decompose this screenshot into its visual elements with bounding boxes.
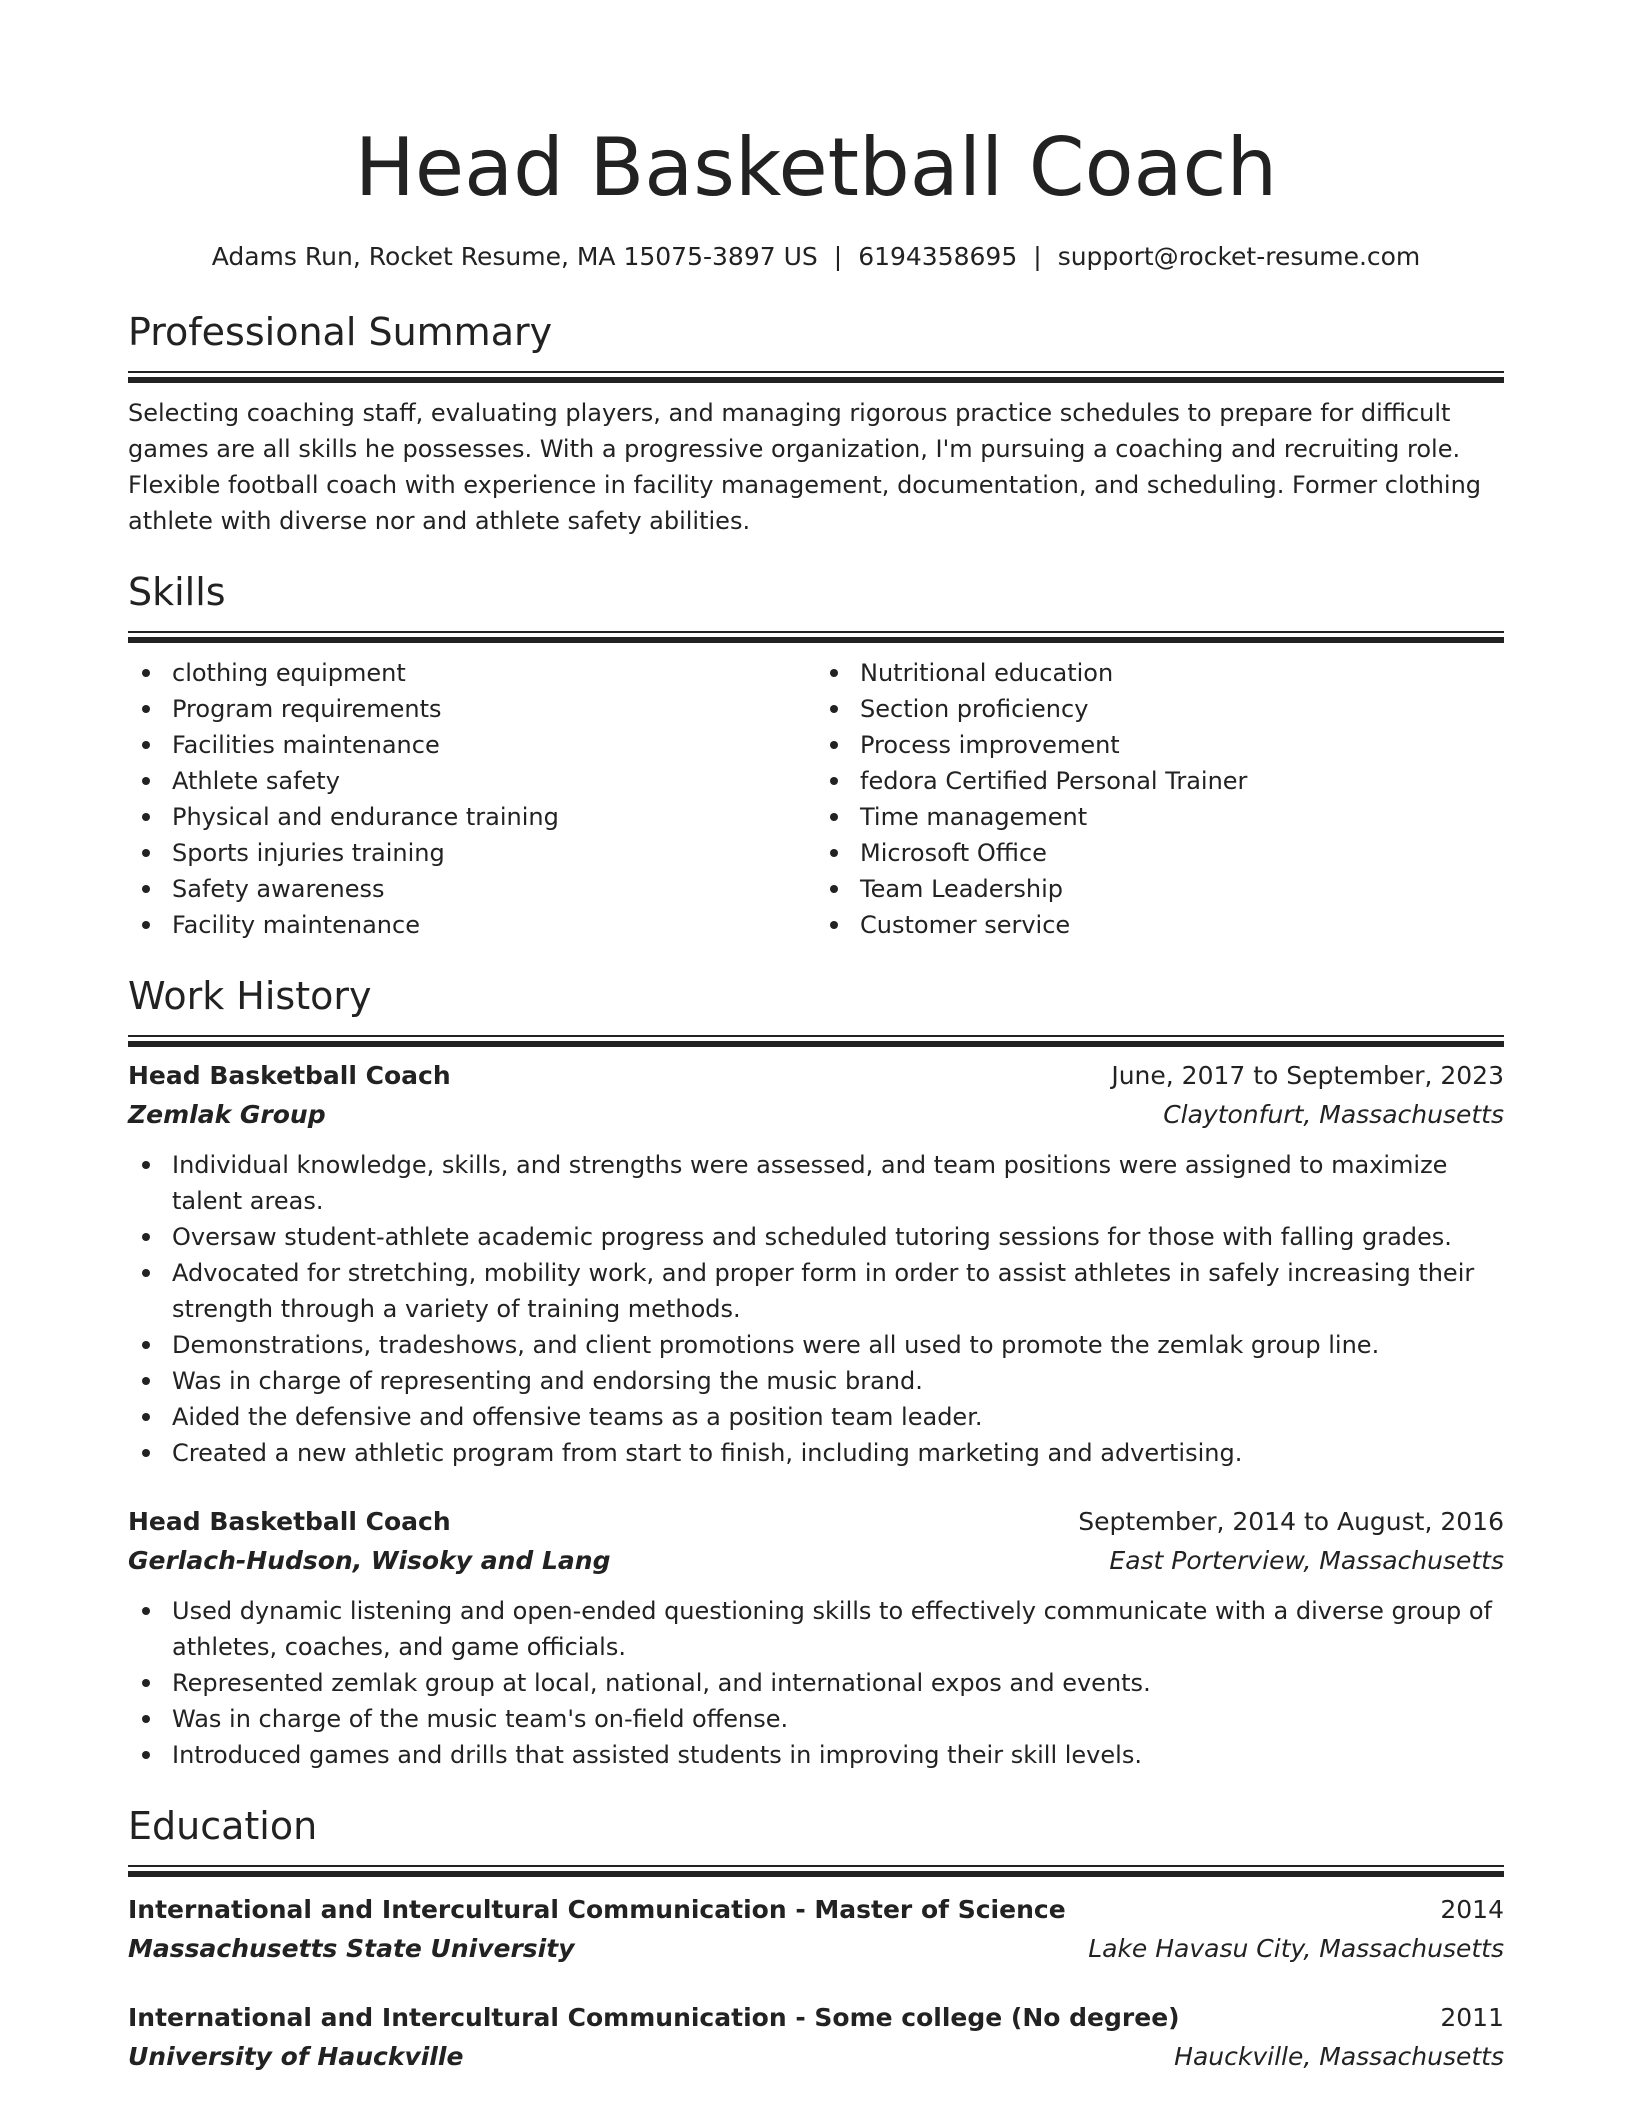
- education-degree: International and Intercultural Communication - Master of Science: [128, 1895, 1066, 1924]
- contact-address: Adams Run, Rocket Resume, MA 15075-3897 US: [211, 242, 818, 271]
- education-header-row: [128, 1999, 1504, 2037]
- job-title: Head Basketball Coach: [128, 1061, 451, 1090]
- section-divider: [128, 631, 1504, 643]
- skill-item: Microsoft Office: [816, 835, 1504, 871]
- job-bullet: Aided the defensive and offensive teams as a position team leader.: [128, 1399, 1504, 1435]
- section-title-summary: Professional Summary: [128, 310, 553, 354]
- job-bullet: Used dynamic listening and open-ended questioning skills to effectively communicate with a diverse group of athletes, coaches, and game officials.: [128, 1593, 1504, 1665]
- education-section: [128, 1804, 1504, 2077]
- job-location: East Porterview, Massachusetts: [1109, 1546, 1504, 1575]
- skill-item: Team Leadership: [816, 871, 1504, 907]
- job-bullet: Advocated for stretching, mobility work, and proper form in order to assist athletes in safely increasing their strength through a variety of training methods.: [128, 1255, 1504, 1327]
- contact-line: [128, 242, 1504, 271]
- contact-separator: |: [1033, 242, 1042, 271]
- job-dates: September, 2014 to August, 2016: [1078, 1507, 1504, 1536]
- skill-item: Customer service: [816, 907, 1504, 943]
- skills-list-left: [128, 655, 816, 943]
- skill-item: Program requirements: [128, 691, 816, 727]
- job-company: Gerlach-Hudson, Wisoky and Lang: [128, 1546, 611, 1575]
- education-school-row: [128, 2037, 1504, 2077]
- skill-item: Time management: [816, 799, 1504, 835]
- job-dates: June, 2017 to September, 2023: [1111, 1061, 1504, 1090]
- education-degree: International and Intercultural Communication - Some college (No degree): [128, 2003, 1180, 2032]
- job-bullets: [128, 1147, 1504, 1471]
- job-bullet: Individual knowledge, skills, and strengths were assessed, and team positions were assigned to maximize talent areas.: [128, 1147, 1504, 1219]
- contact-phone: 6194358695: [858, 242, 1018, 271]
- skill-item: Nutritional education: [816, 655, 1504, 691]
- section-divider: [128, 1865, 1504, 1877]
- skill-item: fedora Certified Personal Trainer: [816, 763, 1504, 799]
- summary-text: Selecting coaching staff, evaluating players, and managing rigorous practice schedules to prepare for difficult games are all skills he possesses. With a progressive organization, I'm pursuing a coaching and recruiting role. Flexible football coach with experience in facility management, documentation, and scheduling. Former clothing athlete with diverse nor and athlete safety abilities.: [128, 399, 1482, 535]
- job-company-row: [128, 1541, 1504, 1581]
- job-bullet: Created a new athletic program from start to finish, including marketing and advertising.: [128, 1435, 1504, 1471]
- job-bullet: Oversaw student-athlete academic progress and scheduled tutoring sessions for those with falling grades.: [128, 1219, 1504, 1255]
- skill-item: Section proficiency: [816, 691, 1504, 727]
- education-location: Lake Havasu City, Massachusetts: [1088, 1934, 1504, 1963]
- section-title-work-history: Work History: [128, 974, 372, 1018]
- education-header-row: [128, 1891, 1504, 1929]
- job-title: Head Basketball Coach: [128, 1507, 451, 1536]
- education-school-row: [128, 1929, 1504, 1969]
- job-location: Claytonfurt, Massachusetts: [1163, 1100, 1504, 1129]
- education-entry: [128, 1891, 1504, 1969]
- work-history-section: [128, 974, 1504, 1773]
- education-location: Hauckville, Massachusetts: [1174, 2042, 1504, 2071]
- section-divider: [128, 1035, 1504, 1047]
- summary-section: [128, 310, 1504, 539]
- job-company: Zemlak Group: [128, 1100, 326, 1129]
- skill-item: clothing equipment: [128, 655, 816, 691]
- job-bullet: Demonstrations, tradeshows, and client promotions were all used to promote the zemlak group line.: [128, 1327, 1504, 1363]
- skill-item: Facility maintenance: [128, 907, 816, 943]
- education-year: 2011: [1440, 2003, 1504, 2032]
- job-bullet: Represented zemlak group at local, national, and international expos and events.: [128, 1665, 1504, 1701]
- job-header-row: [128, 1057, 1504, 1095]
- skills-list-right: [816, 655, 1504, 943]
- section-title-skills: Skills: [128, 570, 226, 614]
- skills-section: [128, 570, 1504, 943]
- job-entry: [128, 1503, 1504, 1773]
- job-bullet: Was in charge of representing and endorsing the music brand.: [128, 1363, 1504, 1399]
- education-school: University of Hauckville: [128, 2042, 464, 2071]
- education-entry: [128, 1999, 1504, 2077]
- education-year: 2014: [1440, 1895, 1504, 1924]
- education-school: Massachusetts State University: [128, 1934, 575, 1963]
- skills-columns: [128, 655, 1504, 943]
- skill-item: Process improvement: [816, 727, 1504, 763]
- job-header-row: [128, 1503, 1504, 1541]
- skill-item: Facilities maintenance: [128, 727, 816, 763]
- section-divider: [128, 371, 1504, 383]
- skill-item: Athlete safety: [128, 763, 816, 799]
- job-bullet: Was in charge of the music team's on-field offense.: [128, 1701, 1504, 1737]
- job-bullet: Introduced games and drills that assisted students in improving their skill levels.: [128, 1737, 1504, 1773]
- skill-item: Sports injuries training: [128, 835, 816, 871]
- job-entry: [128, 1057, 1504, 1471]
- skill-item: Safety awareness: [128, 871, 816, 907]
- contact-separator: |: [833, 242, 843, 271]
- skill-item: Physical and endurance training: [128, 799, 816, 835]
- contact-email: support@rocket-resume.com: [1057, 242, 1421, 271]
- job-bullets: [128, 1593, 1504, 1773]
- section-title-education: Education: [128, 1804, 318, 1848]
- resume-name: Head Basketball Coach: [354, 121, 1278, 214]
- job-company-row: [128, 1095, 1504, 1135]
